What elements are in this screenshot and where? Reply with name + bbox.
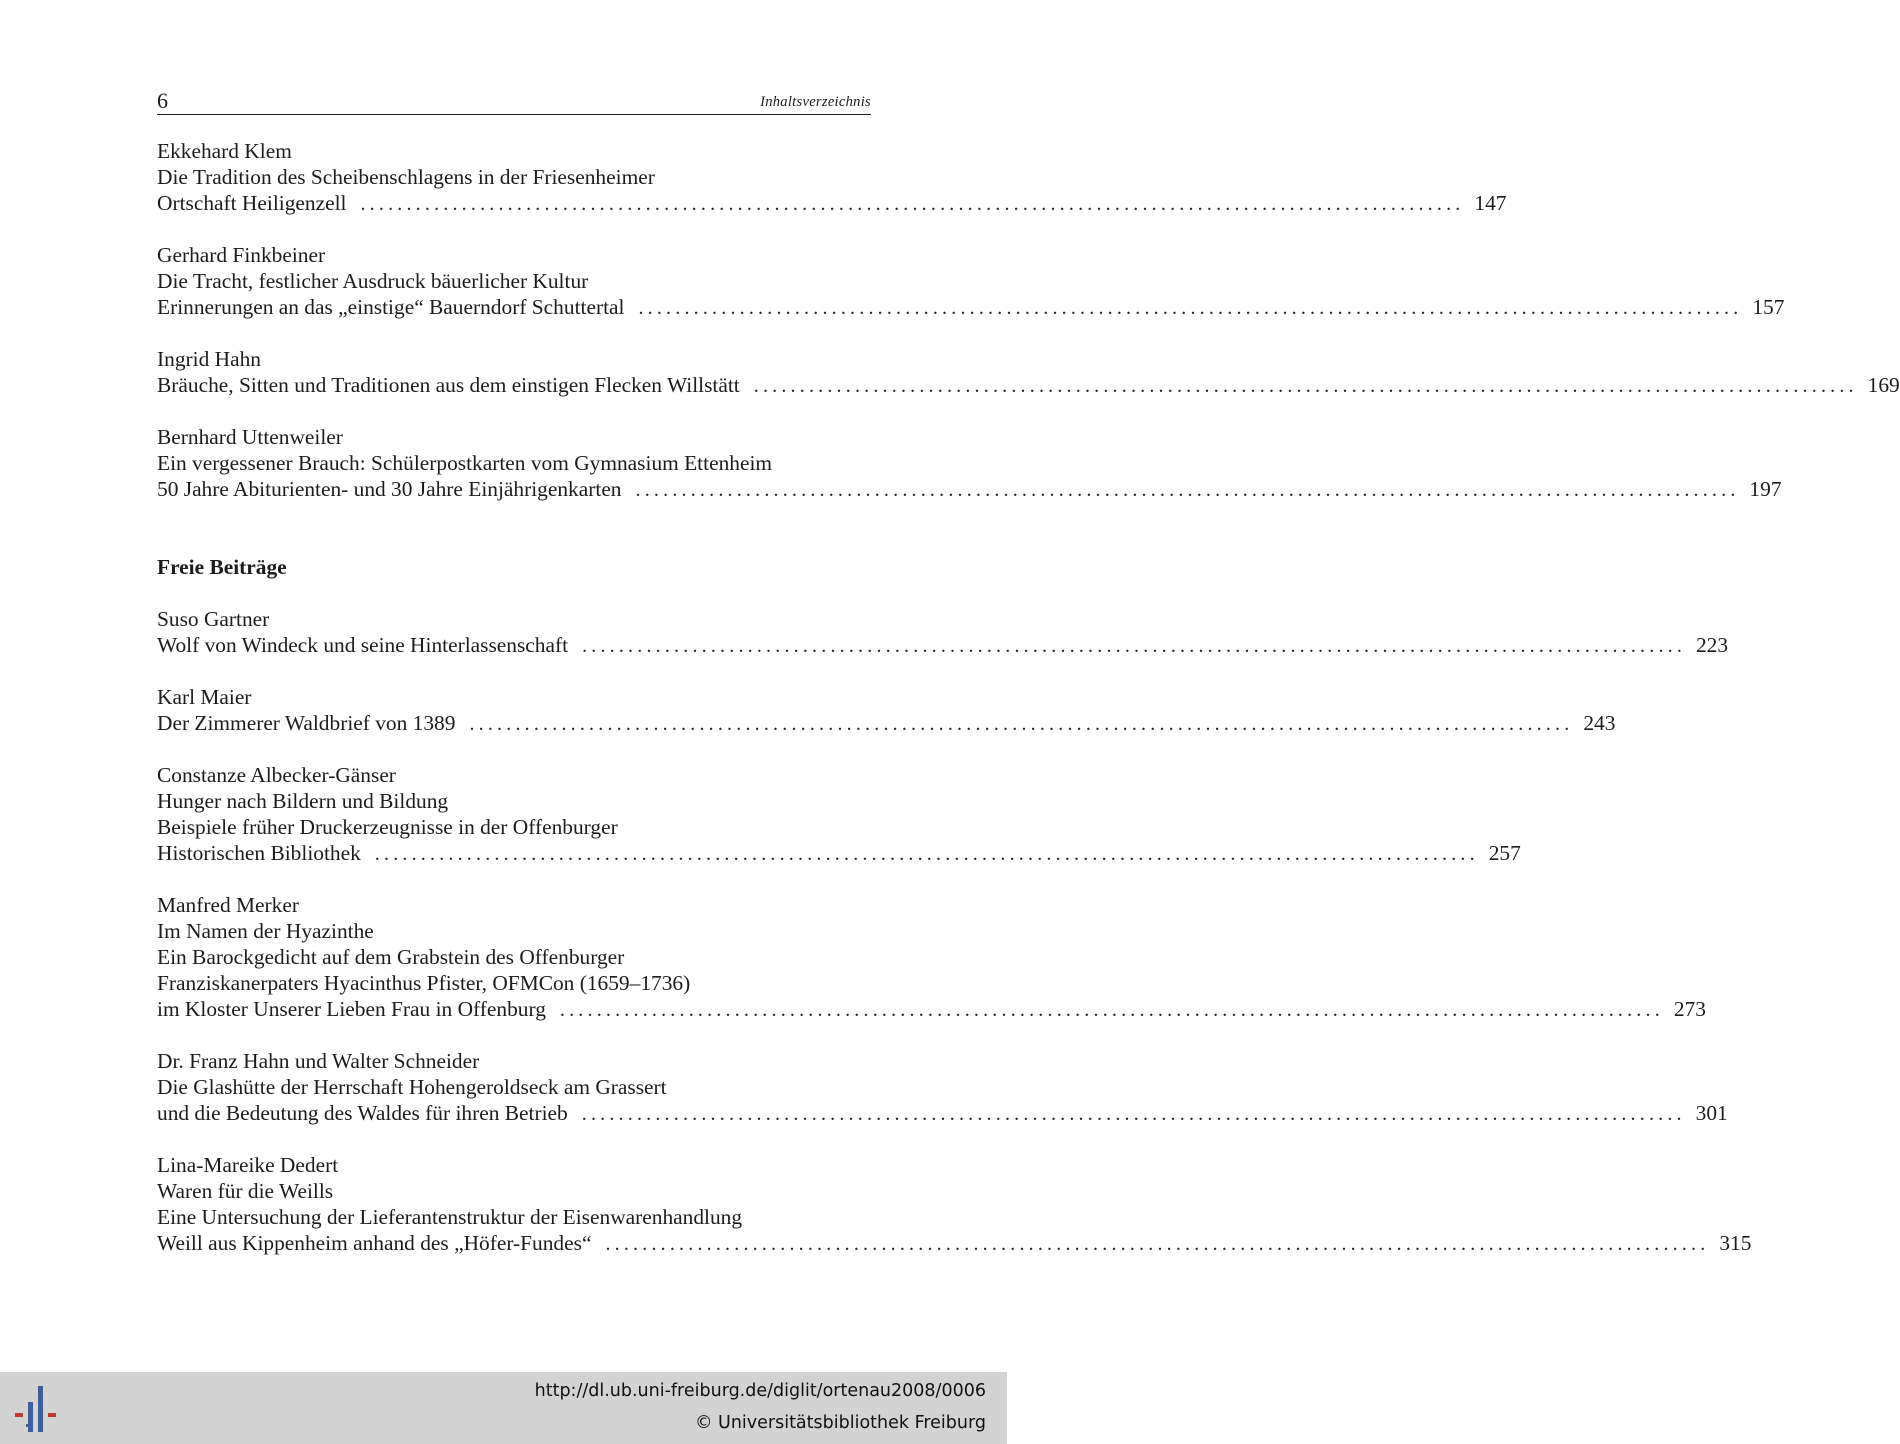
entry-page-number: 257	[1488, 841, 1521, 865]
entry-title-line: Im Namen der Hyazinthe	[157, 919, 374, 943]
entry-last-line	[157, 476, 1782, 502]
entry-last-line	[157, 294, 1785, 320]
dot-leader: ........................................................................................................................	[360, 193, 1465, 215]
entry-author: Lina-Mareike Dedert	[157, 1153, 339, 1177]
entry-title-line: Hunger nach Bildern und Bildung	[157, 789, 449, 813]
entry-title-line: Weill aus Kippenheim anhand des „Höfer-Fundes“	[157, 1231, 592, 1255]
running-title: Inhaltsverzeichnis	[760, 94, 871, 110]
entry-title-line: Historischen Bibliothek	[157, 841, 361, 865]
toc-entry[interactable]	[157, 606, 1729, 658]
entry-title-line: im Kloster Unserer Lieben Frau in Offenburg	[157, 997, 546, 1021]
entry-page-number: 157	[1752, 295, 1785, 319]
source-url[interactable]: http://dl.ub.uni-freiburg.de/diglit/ortenau2008/0006	[534, 1381, 986, 1401]
entry-title-line: Der Zimmerer Waldbrief von 1389	[157, 711, 456, 735]
entry-page-number: 169	[1867, 373, 1900, 397]
entry-title-line: Die Tradition des Scheibenschlagens in der Friesenheimer	[157, 165, 655, 189]
entry-title-line: Ortschaft Heiligenzell	[157, 191, 347, 215]
dot-leader: ........................................................................................................................	[374, 843, 1479, 865]
entry-title-line: 50 Jahre Abiturienten- und 30 Jahre Einjährigenkarten	[157, 477, 622, 501]
entry-title-line: Die Tracht, festlicher Ausdruck bäuerlicher Kultur	[157, 269, 589, 293]
toc-entry[interactable]	[157, 138, 1507, 216]
toc-entry[interactable]	[157, 1152, 1752, 1256]
entry-page-number: 243	[1583, 711, 1616, 735]
dot-leader: ........................................................................................................................	[753, 375, 1858, 397]
dot-leader: ........................................................................................................................	[469, 713, 1574, 735]
entry-page-number: 273	[1673, 997, 1706, 1021]
entry-last-line	[157, 1230, 1752, 1256]
toc-entry[interactable]	[157, 892, 1706, 1022]
page-number: 6	[157, 88, 168, 113]
entry-last-line	[157, 1100, 1728, 1126]
entry-last-line	[157, 996, 1706, 1022]
ub-freiburg-logo-icon	[12, 1384, 64, 1436]
entry-title-line: Erinnerungen an das „einstige“ Bauerndorf Schuttertal	[157, 295, 625, 319]
entry-author: Ekkehard Klem	[157, 139, 292, 163]
entry-page-number: 223	[1695, 633, 1729, 657]
entry-title-line: Ein vergessener Brauch: Schülerpostkarten vom Gymnasium Ettenheim	[157, 451, 773, 475]
entry-page-number: 147	[1474, 191, 1507, 215]
toc-entry[interactable]	[157, 424, 1782, 502]
copyright-text: © Universitätsbibliothek Freiburg	[694, 1413, 986, 1433]
entry-title-line: Wolf von Windeck und seine Hinterlassenschaft	[157, 633, 569, 657]
entry-last-line	[157, 840, 1521, 866]
entry-author: Suso Gartner	[157, 607, 270, 631]
dot-leader: ........................................................................................................................	[635, 479, 1740, 501]
entry-author: Karl Maier	[157, 685, 252, 709]
dot-leader: ........................................................................................................................	[605, 1233, 1710, 1255]
entry-author: Dr. Franz Hahn und Walter Schneider	[157, 1049, 480, 1073]
dot-leader: ........................................................................................................................	[581, 1103, 1686, 1125]
toc-group-1	[157, 138, 1900, 502]
table-of-contents	[157, 138, 1900, 1256]
dot-leader: ........................................................................................................................	[559, 999, 1664, 1021]
toc-entry[interactable]	[157, 762, 1521, 866]
footer-bar	[0, 1372, 1007, 1444]
entry-title-line: Franziskanerpaters Hyacinthus Pfister, OFMCon (1659–1736)	[157, 971, 691, 995]
entry-title-line: Eine Untersuchung der Lieferantenstruktur der Eisenwarenhandlung	[157, 1205, 743, 1229]
toc-group-2	[157, 606, 1752, 1256]
toc-entry[interactable]	[157, 1048, 1728, 1126]
entry-author: Ingrid Hahn	[157, 347, 261, 371]
entry-last-line	[157, 632, 1729, 658]
toc-entry[interactable]	[157, 242, 1785, 320]
toc-entry[interactable]	[157, 684, 1616, 736]
entry-author: Constanze Albecker-Gänser	[157, 763, 396, 787]
dot-leader: ........................................................................................................................	[638, 297, 1743, 319]
entry-last-line	[157, 372, 1900, 398]
entry-page-number: 315	[1719, 1231, 1752, 1255]
section-heading: Freie Beiträge	[157, 555, 287, 579]
entry-author: Manfred Merker	[157, 893, 299, 917]
entry-title-line: Waren für die Weills	[157, 1179, 334, 1203]
entry-page-number: 301	[1695, 1101, 1728, 1125]
entry-title-line: Bräuche, Sitten und Traditionen aus dem einstigen Flecken Willstätt	[157, 373, 740, 397]
entry-title-line: Die Glashütte der Herrschaft Hohengeroldseck am Grassert	[157, 1075, 667, 1099]
dot-leader: ........................................................................................................................	[582, 635, 1687, 657]
page-header	[157, 88, 871, 115]
entry-last-line	[157, 710, 1616, 736]
toc-entry[interactable]	[157, 346, 1900, 398]
entry-title-line: und die Bedeutung des Waldes für ihren Betrieb	[157, 1101, 568, 1125]
entry-author: Bernhard Uttenweiler	[157, 425, 343, 449]
entry-title-line: Ein Barockgedicht auf dem Grabstein des Offenburger	[157, 945, 625, 969]
entry-author: Gerhard Finkbeiner	[157, 243, 326, 267]
entry-last-line	[157, 190, 1507, 216]
entry-title-line: Beispiele früher Druckerzeugnisse in der Offenburger	[157, 815, 618, 839]
entry-page-number: 197	[1749, 477, 1782, 501]
